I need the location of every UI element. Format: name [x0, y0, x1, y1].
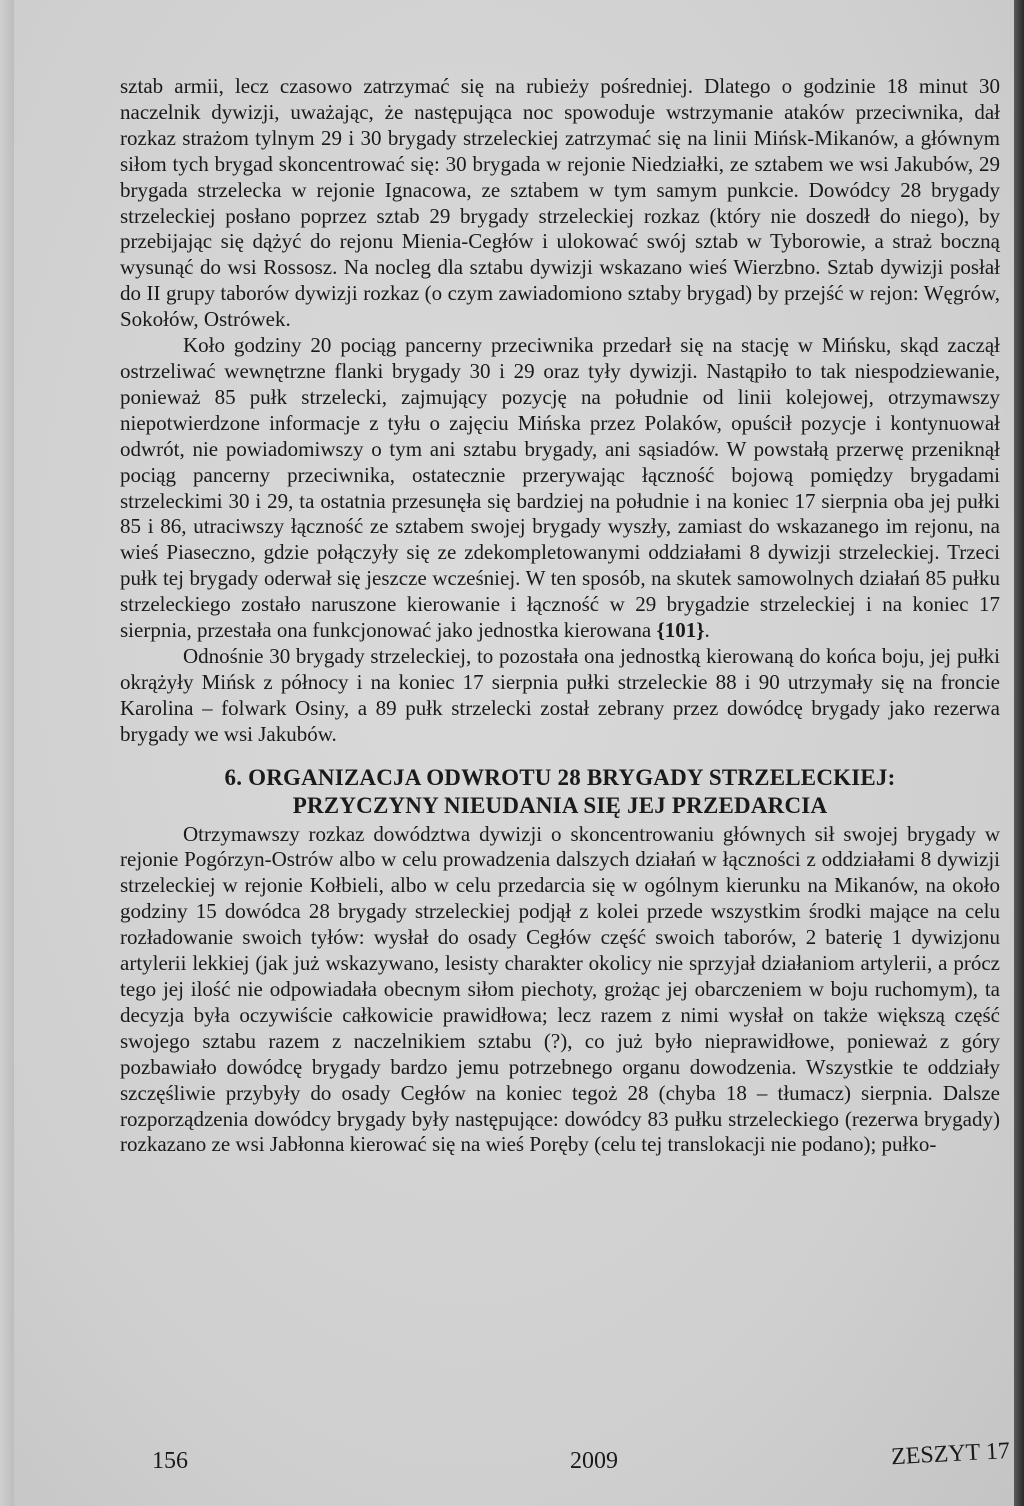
footer-issue: ZESZYT 17: [890, 1438, 1011, 1471]
footer-year: 2009: [570, 1448, 618, 1474]
paragraph-1: sztab armii, lecz czasowo zatrzymać się na rubieży pośredniej. Dlatego o godzinie 18 minut 30 naczelnik dywizji, uważając, że następująca noc spowoduje wstrzymanie ataków przeciwnika, dał rozkaz strażom tylnym 29 i 30 brygady strzeleckiej zatrzymać się na linii Mińsk-Mikanów, a głównym siłom tych brygad skoncentrować się: 30 brygada w rejonie Niedziałki, ze sztabem we wsi Jakubów, 29 brygada strzelecka w rejonie Ignacowa, ze sztabem w tym samym punkcie. Dowódcy 28 brygady strzeleckiej posłano poprzez sztab 29 brygady strzeleckiej rozkaz (który nie doszedł do niego), by przebijając się dążyć do rejonu Mienia-Cegłów i ulokować swój sztab w Tyborowie, a straż boczną wysunąć do wsi Rossosz. Na nocleg dla sztabu dywizji wskazano wieś Wierzbno. Sztab dywizji posłał do II grupy taborów dywizji rozkaz (o czym zawiadomiono sztaby brygad) by przejść w rejon: Węgrów, Sokołów, Ostrówek.: [120, 74, 1000, 332]
paragraph-2-text: Koło godziny 20 pociąg pancerny przeciwnika przedarł się na stację w Mińsku, skąd zaczął ostrzeliwać wewnętrzne flanki brygady 30 i 29 oraz tyły dywizji. Nastąpiło to tak niespodziewanie, ponieważ 85 pułk strzelecki, zajmujący pozycję na południe od linii kolejowej, otrzymawszy niepotwierdzone informacje z tyłu o zajęciu Mińska przez Polaków, opuścił pozycje i kontynuował odwrót, nie powiadomiwszy o tym ani sztabu brygady, ani sąsiadów. W powstałą przerwę przeniknął pociąg pancerny przeciwnika, ostatecznie przerywając łączność bojową pomiędzy brygadami strzeleckimi 30 i 29, ta ostatnia przesunęła się bardziej na południe i na koniec 17 sierpnia oba jej pułki 85 i 86, utraciwszy łączność ze sztabem swojej brygady wyszły, zamiast do wskazanego im rejonu, na wieś Piaseczno, gdzie połączyły się ze zdekompletowanymi oddziałami 8 dywizji strzeleckiej. Trzeci pułk tej brygady oderwał się jeszcze wcześniej. W ten sposób, na skutek samowolnych działań 85 pułku strzeleckiego zostało naruszone kierowanie i łączność w 29 brygadzie strzeleckiej i na koniec 17 sierpnia, przestała ona funkcjonować jako jednostka kierowana: [120, 333, 1000, 643]
citation-suffix: .: [704, 618, 710, 643]
scan-right-edge: [1014, 0, 1024, 1506]
paragraph-3: Odnośnie 30 brygady strzeleckiej, to pozostała ona jednostką kierowaną do końca boju, jej pułki okrążyły Mińsk z północy i na koniec 17 sierpnia pułki strzeleckie 88 i 90 utrzymały się na froncie Karolina – folwark Osiny, a 89 pułk strzelecki został zebrany przez dowódcę brygady jako rezerwa brygady we wsi Jakubów.: [120, 643, 1000, 746]
page-number: 156: [152, 1448, 188, 1474]
book-page: [14, 0, 1014, 1506]
page-footer: [152, 1438, 1011, 1478]
citation-reference: {101}: [656, 618, 705, 643]
section-heading-line-2: PRZYCZYNY NIEUDANIA SIĘ JEJ PRZEDARCIA: [292, 792, 828, 818]
paragraph-2: [120, 333, 1000, 644]
paragraph-4: Otrzymawszy rozkaz dowództwa dywizji o skoncentrowaniu głównych sił swojej brygady w rejonie Pogórzyn-Ostrów albo w celu prowadzenia dalszych działań w łączności z oddziałami 8 dywizji strzeleckiej w rejonie Kołbieli, albo w celu przedarcia się w ogólnym kierunku na Mikanów, na około godziny 15 dowódca 28 brygady strzeleckiej podjął z kolei przede wszystkim środki mające na celu rozładowanie swoich tyłów: wysłał do osady Cegłów część swoich taborów, 2 baterię 1 dywizjonu artylerii lekkiej (jak już wskazywano, lesisty charakter okolicy nie sprzyjał działaniom artylerii, a prócz tego jej ilość nie odpowiadała obecnym siłom piechoty, grożąc jej obarczeniem w boju ruchomym), ta decyzja była oczywiście całkowicie prawidłowa; lecz razem z nimi wysłał on także większą część swojego sztabu razem z naczelnikiem sztabu (?), co już było nieprawidłowe, ponieważ z góry pozbawiało dowódcę brygady bardzo jemu potrzebnego organu dowodzenia. Wszystkie te oddziały szczęśliwie przybyły do osady Cegłów na koniec tegoż 28 (chyba 18 – tłumacz) sierpnia. Dalsze rozporządzenia dowódcy brygady były następujące: dowódcy 83 pułku strzeleckiego (rezerwa brygady) rozkazano ze wsi Jabłonna kierować się na wieś Poręby (celu tej translokacji nie podano); pułko-: [120, 821, 1000, 1157]
page-body: [120, 74, 1000, 1158]
scan-left-edge: [0, 0, 14, 1506]
section-heading-line-1: 6. ORGANIZACJA ODWROTU 28 BRYGADY STRZELECKIEJ:: [224, 764, 896, 790]
section-heading: [120, 764, 1000, 820]
